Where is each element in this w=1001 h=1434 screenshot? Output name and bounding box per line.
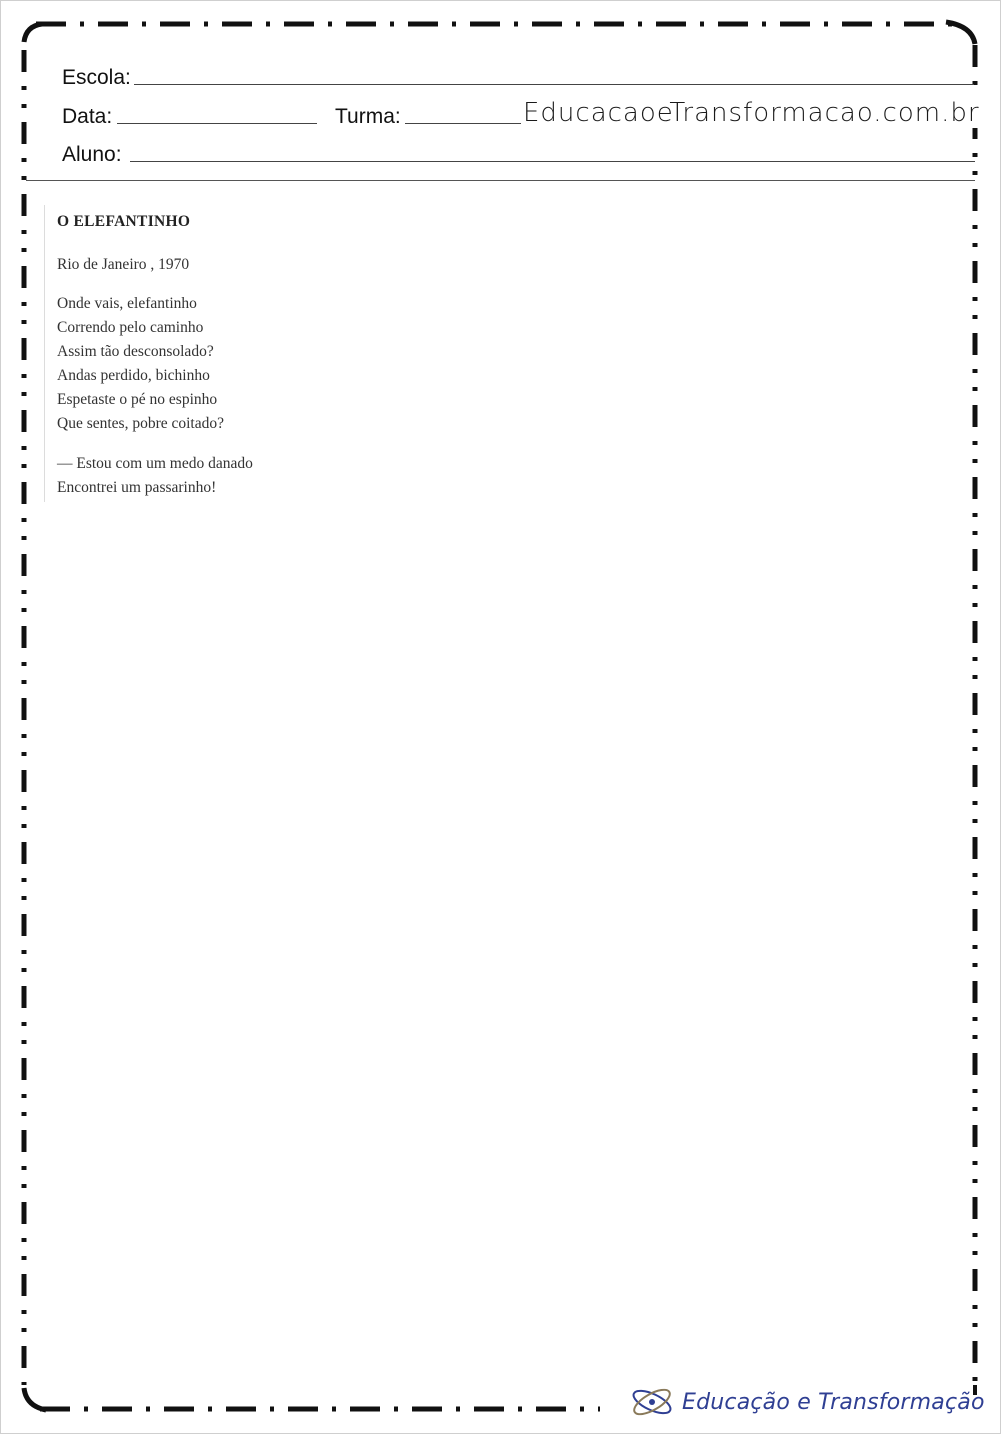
poem-block — [44, 205, 477, 502]
poem-verse: Onde vais, elefantinho — [57, 295, 197, 312]
frame-corner-top-right — [946, 22, 975, 44]
school-field[interactable] — [134, 84, 974, 85]
brand-name: Educação e Transformação — [682, 1389, 985, 1415]
poem-stanza — [57, 452, 477, 500]
poem-verse: Que sentes, pobre coitado? — [57, 415, 224, 432]
poem-verse: Andas perdido, bichinho — [57, 367, 210, 384]
header-divider — [26, 180, 975, 181]
poem-verse: Encontrei um passarinho! — [57, 479, 217, 496]
poem-stanza — [57, 292, 477, 436]
poem-title: O ELEFANTINHO — [57, 213, 191, 230]
brand-logo — [628, 1384, 985, 1420]
atom-orbit-icon — [628, 1384, 676, 1420]
student-field[interactable] — [130, 161, 975, 162]
site-url-watermark: EducacaoeTransformacao.com.br — [523, 98, 980, 128]
poem-verse: Correndo pelo caminho — [57, 319, 204, 336]
poem-place-date: Rio de Janeiro , 1970 — [57, 256, 190, 273]
poem-verse: Assim tão desconsolado? — [57, 343, 214, 360]
class-label: Turma: — [335, 105, 401, 128]
school-label: Escola: — [62, 66, 131, 89]
student-label: Aluno: — [62, 143, 122, 166]
frame-corner-top-left — [24, 24, 42, 42]
poem-verse: Espetaste o pé no espinho — [57, 391, 218, 408]
frame-corner-bottom-left — [24, 1388, 46, 1410]
date-field[interactable] — [117, 123, 317, 124]
date-label: Data: — [62, 105, 113, 128]
poem-verse: — Estou com um medo danado — [57, 455, 253, 472]
